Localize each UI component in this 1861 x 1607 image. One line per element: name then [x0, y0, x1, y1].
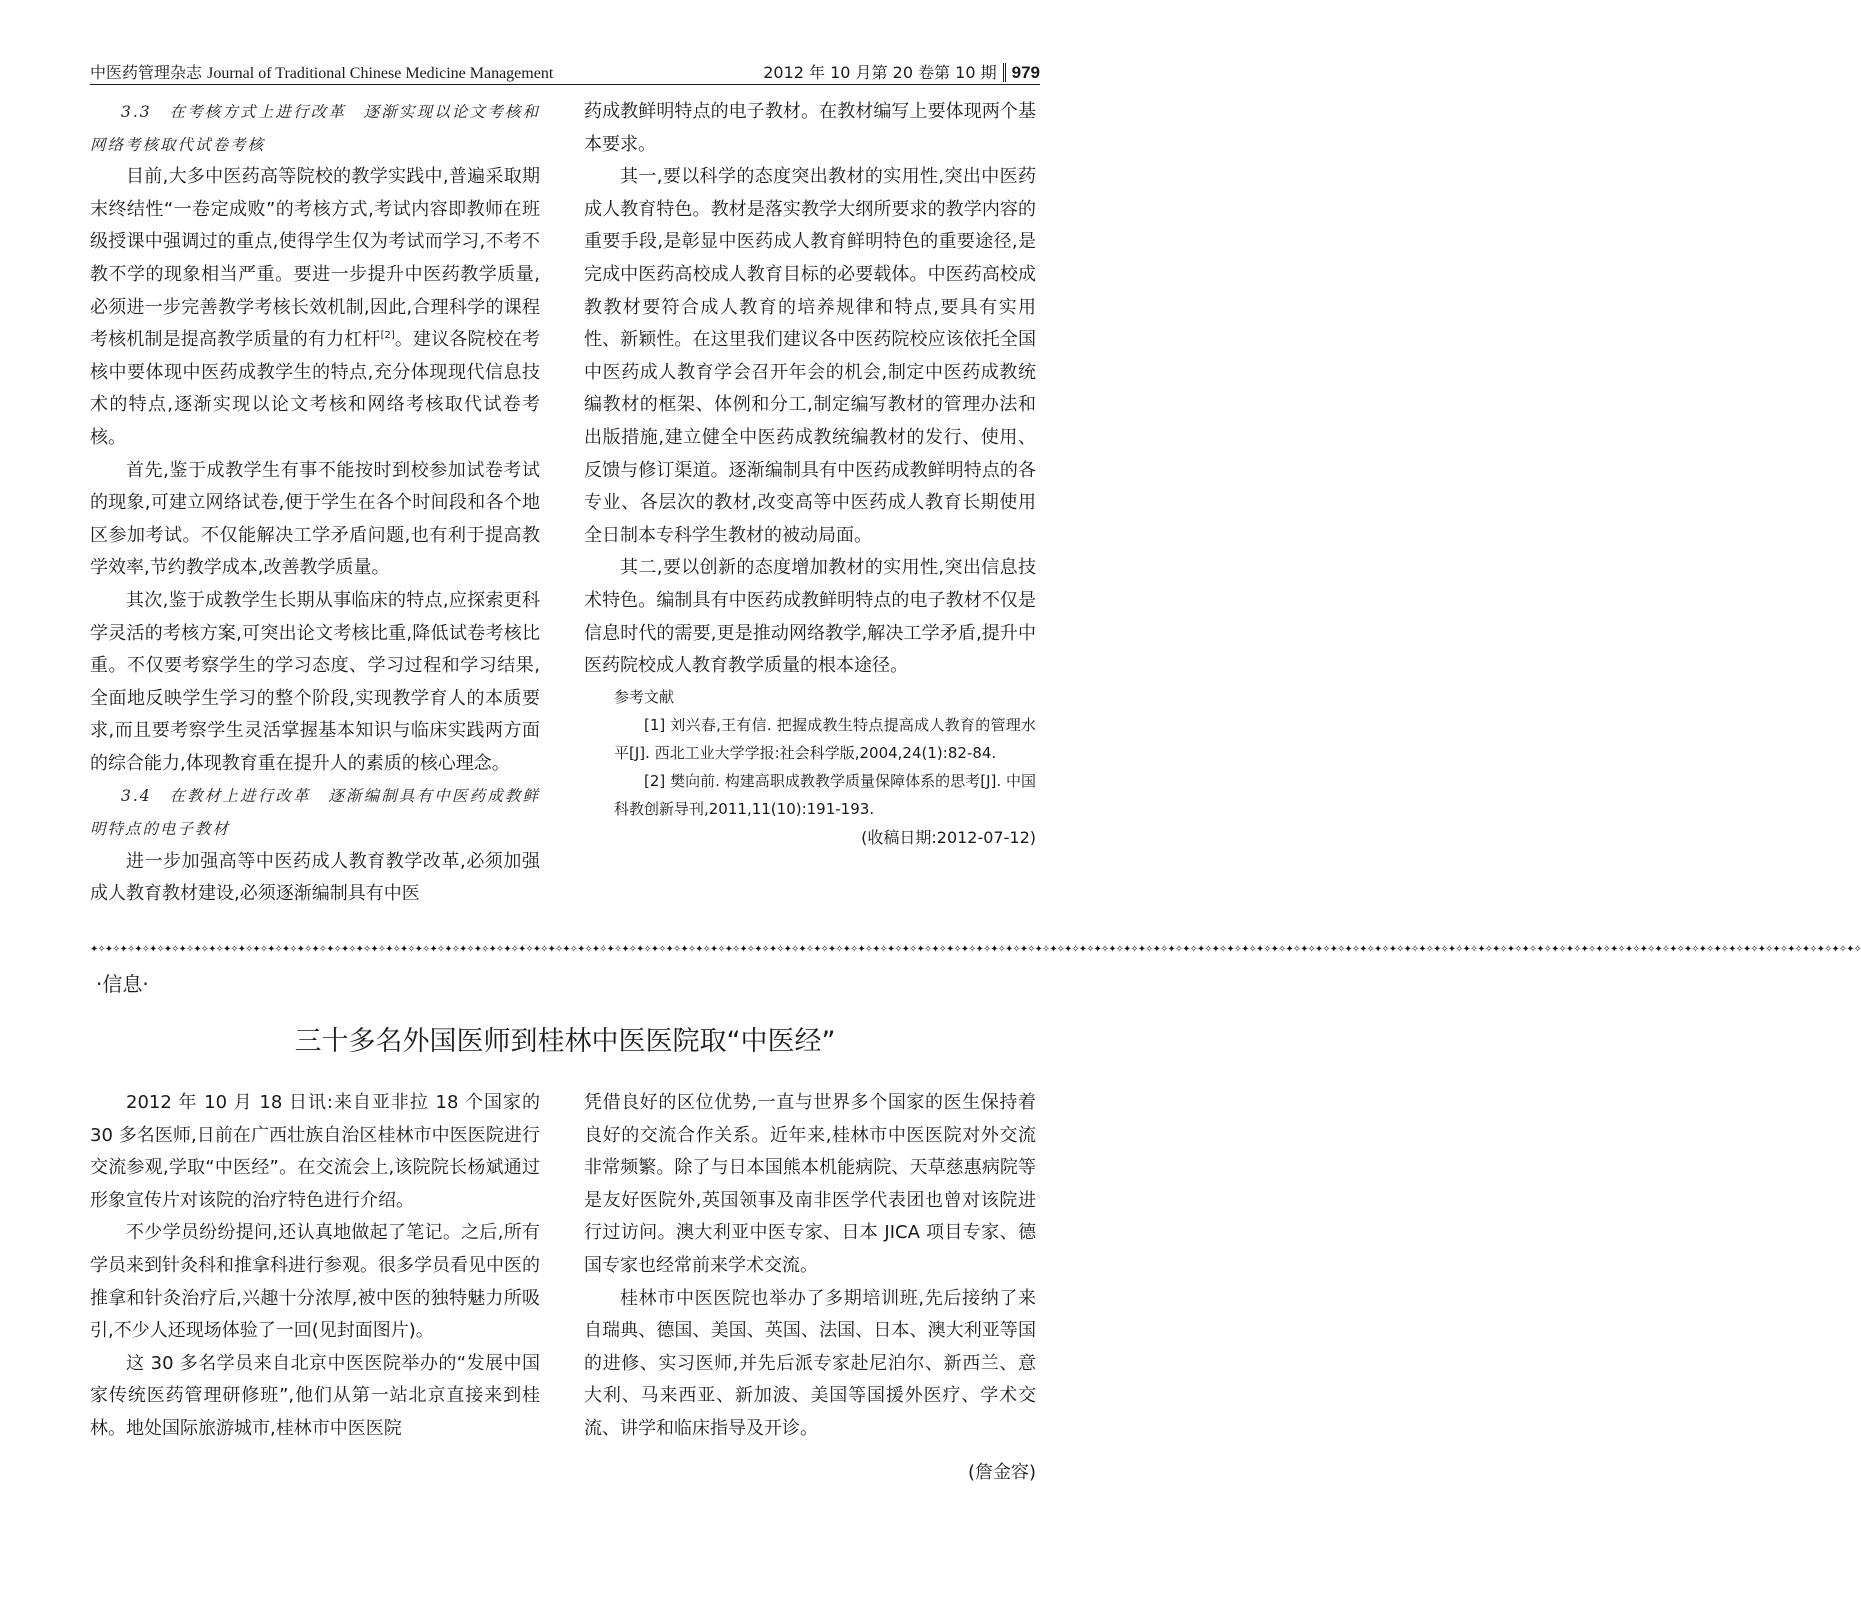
news-author: (詹金容) [967, 1462, 1036, 1483]
reference-item: [1] 刘兴春,王有信. 把握成教生特点提高成人教育的管理水平[J]. 西北工业大学学报:社会科学版,2004,24(1):82-84. [614, 715, 1036, 762]
paragraph-text: 。建议各院校在考核中要体现中医药成教学生的特点,充分体现现代信息技术的特点,逐渐实现以论文考核和网络考核取代试卷考核。 [90, 329, 541, 448]
news-paragraph-continued: 凭借良好的区位优势,一直与世界多个国家的医生保持着良好的交流合作关系。近年来,桂林市中医医院对外交流非常频繁。除了与日本国熊本机能病院、天草慈惠病院等是友好医院外,英国领事及南非医学代表团也曾对该院进行过访问。澳大利亚中医专家、日本 JICA 项目专家、德国专家也经常前来学术交流。 [584, 1092, 1036, 1276]
journal-name [90, 60, 553, 83]
article-paragraph [90, 161, 540, 454]
section-heading-3-3: 3.3 在考核方式上进行改革 逐渐实现以论文考核和网络考核取代试卷考核 [90, 103, 540, 154]
running-header [90, 58, 1040, 82]
journal-name-cn: 中医药管理杂志 [90, 63, 203, 82]
article-right-column [584, 96, 1036, 853]
issue-date: 2012 年 10 月第 20 卷第 10 期 [763, 63, 997, 82]
news-title: 三十多名外国医师到桂林中医医院取“中医经” [294, 1026, 836, 1057]
article-paragraph-continued: 药成教鲜明特点的电子教材。在教材编写上要体现两个基本要求。 [584, 101, 1036, 155]
issue-info [763, 60, 1040, 83]
references-title: 参考文献 [614, 687, 675, 706]
news-paragraph: 不少学员纷纷提问,还认真地做起了笔记。之后,所有学员来到针灸科和推拿科进行参观。很多学员看见中医的推拿和针灸治疗后,兴趣十分浓厚,被中医的独特魅力所吸引,不少人还现场体验了一回(见封面图片)。 [90, 1222, 540, 1342]
news-paragraph: 这 30 多名学员来自北京中医医院举办的“发展中国家传统医药管理研修班”,他们从第一站北京直接来到桂林。地处国际旅游城市,桂林市中医医院 [90, 1352, 540, 1439]
article-paragraph: 其一,要以科学的态度突出教材的实用性,突出中医药成人教育特色。教材是落实教学大纲所要求的教学内容的重要手段,是彰显中医药成人教育鲜明特色的重要途径,是完成中医药高校成人教育目标的必要载体。中医药高校成教教材要符合成人教育的培养规律和特点,要具有实用性、新颖性。在这里我们建议各中医药院校应该依托全国中医药成人教育学会召开年会的机会,制定中医药成教统编教材的框架、体例和分工,制定编写教材的管理办法和出版措施,建立健全中医药成教统编教材的发行、使用、反馈与修订渠道。逐渐编制具有中医药成教鲜明特点的各专业、各层次的教材,改变高等中医药成人教育长期使用全日制本专科学生教材的被动局面。 [584, 166, 1036, 546]
received-date: (收稿日期:2012-07-12) [861, 827, 1036, 847]
ornamental-divider: ✦✧✦✧✦✧✦✧✦✧✦✧✦✧✦✧✦✧✦✧✦✧✦✧✦✧✦✧✦✧✦✧✦✧✦✧✦✧✦✧✦✧✦✧✦✧✦✧✦✧✦✧✦✧✦✧✦✧✦✧✦✧✦✧✦✧✦✧✦✧✦✧✦✧✦✧✦✧✦✧✦✧✦✧✦✧✦✧✦✧✦✧✦✧✦✧✦✧✦✧✦✧✦✧✦✧✦✧✦✧✦✧✦✧✦✧✦✧✦✧✦✧✦✧✦✧✦✧✦✧✦✧✦✧✦✧✦✧✦✧✦✧✦✧✦✧✦✧✦✧✦✧✦✧✦✧✦✧✦✧✦✧✦✧✦✧✦✧✦✧✦✧✦✧✦✧✦✧✦✧✦✧✦✧✦✧✦✧✦✧✦✧✦✧✦✧✦✧✦✧✦✧✦✧✦✧✦✧✦✧✦✧✦✧✦✧✦✧✦✧✦✧✦✧✦✧✦✧✦✧✦✧✦✧✦✧✦✧✦✧ [90, 944, 1861, 955]
section-heading-3-4: 3.4 在教材上进行改革 逐渐编制具有中医药成教鲜明特点的电子教材 [90, 787, 540, 839]
article-paragraph: 首先,鉴于成教学生有事不能按时到校参加试卷考试的现象,可建立网络试卷,便于学生在各个时间段和各个地区参加考试。不仅能解决工学矛盾问题,也有利于提高教学效率,节约教学成本,改善教学质量。 [90, 459, 540, 579]
article-left-column [90, 96, 540, 911]
article-paragraph: 其次,鉴于成教学生长期从事临床的特点,应探索更科学灵活的考核方案,可突出论文考核比重,降低试卷考核比重。不仅要考察学生的学习态度、学习过程和学习结果,全面地反映学生学习的整个阶段,实现教学育人的本质要求,而且要考察学生灵活掌握基本知识与临床实践两方面的综合能力,体现教育重在提升人的素质的核心理念。 [90, 589, 540, 774]
news-paragraph: 桂林市中医医院也举办了多期培训班,先后接纳了来自瑞典、德国、美国、英国、法国、日本、澳大利亚等国的进修、实习医师,并先后派专家赴尼泊尔、新西兰、意大利、马来西亚、新加波、美国等国援外医疗、学术交流、讲学和临床指导及开诊。 [584, 1287, 1036, 1439]
news-right-column [584, 1087, 1036, 1446]
header-rule [90, 84, 1040, 85]
section-label: ·信息· [96, 972, 149, 996]
journal-name-en: Journal of Traditional Chinese Medicine Management [207, 65, 554, 82]
page-number: 979 [1003, 63, 1040, 82]
citation-mark: [2] [380, 330, 395, 342]
article-paragraph: 进一步加强高等中医药成人教育教学改革,必须加强成人教育教材建设,必须逐渐编制具有中医 [90, 850, 540, 905]
news-paragraph: 2012 年 10 月 18 日讯:来自亚非拉 18 个国家的 30 多名医师,日前在广西壮族自治区桂林市中医医院进行交流参观,学取“中医经”。在交流会上,该院院长杨斌通过形象宣传片对该院的治疗特色进行介绍。 [90, 1092, 540, 1211]
reference-item: [2] 樊向前. 构建高职成教教学质量保障体系的思考[J]. 中国科教创新导刊,2011,11(10):191-193. [614, 771, 1036, 818]
paragraph-text: 目前,大多中医药高等院校的教学实践中,普遍采取期末终结性“一卷定成败”的考核方式,考试内容即教师在班级授课中强调过的重点,使得学生仅为考试而学习,不考不教不学的现象相当严重。要进一步提升中医药教学质量,必须进一步完善教学考核长效机制,因此,合理科学的课程考核机制是提高教学质量的有力杠杆 [90, 166, 540, 351]
article-paragraph: 其二,要以创新的态度增加教材的实用性,突出信息技术特色。编制具有中医药成教鲜明特点的电子教材不仅是信息时代的需要,更是推动网络教学,解决工学矛盾,提升中医药院校成人教育教学质量的根本途径。 [584, 557, 1036, 677]
news-left-column [90, 1087, 540, 1446]
